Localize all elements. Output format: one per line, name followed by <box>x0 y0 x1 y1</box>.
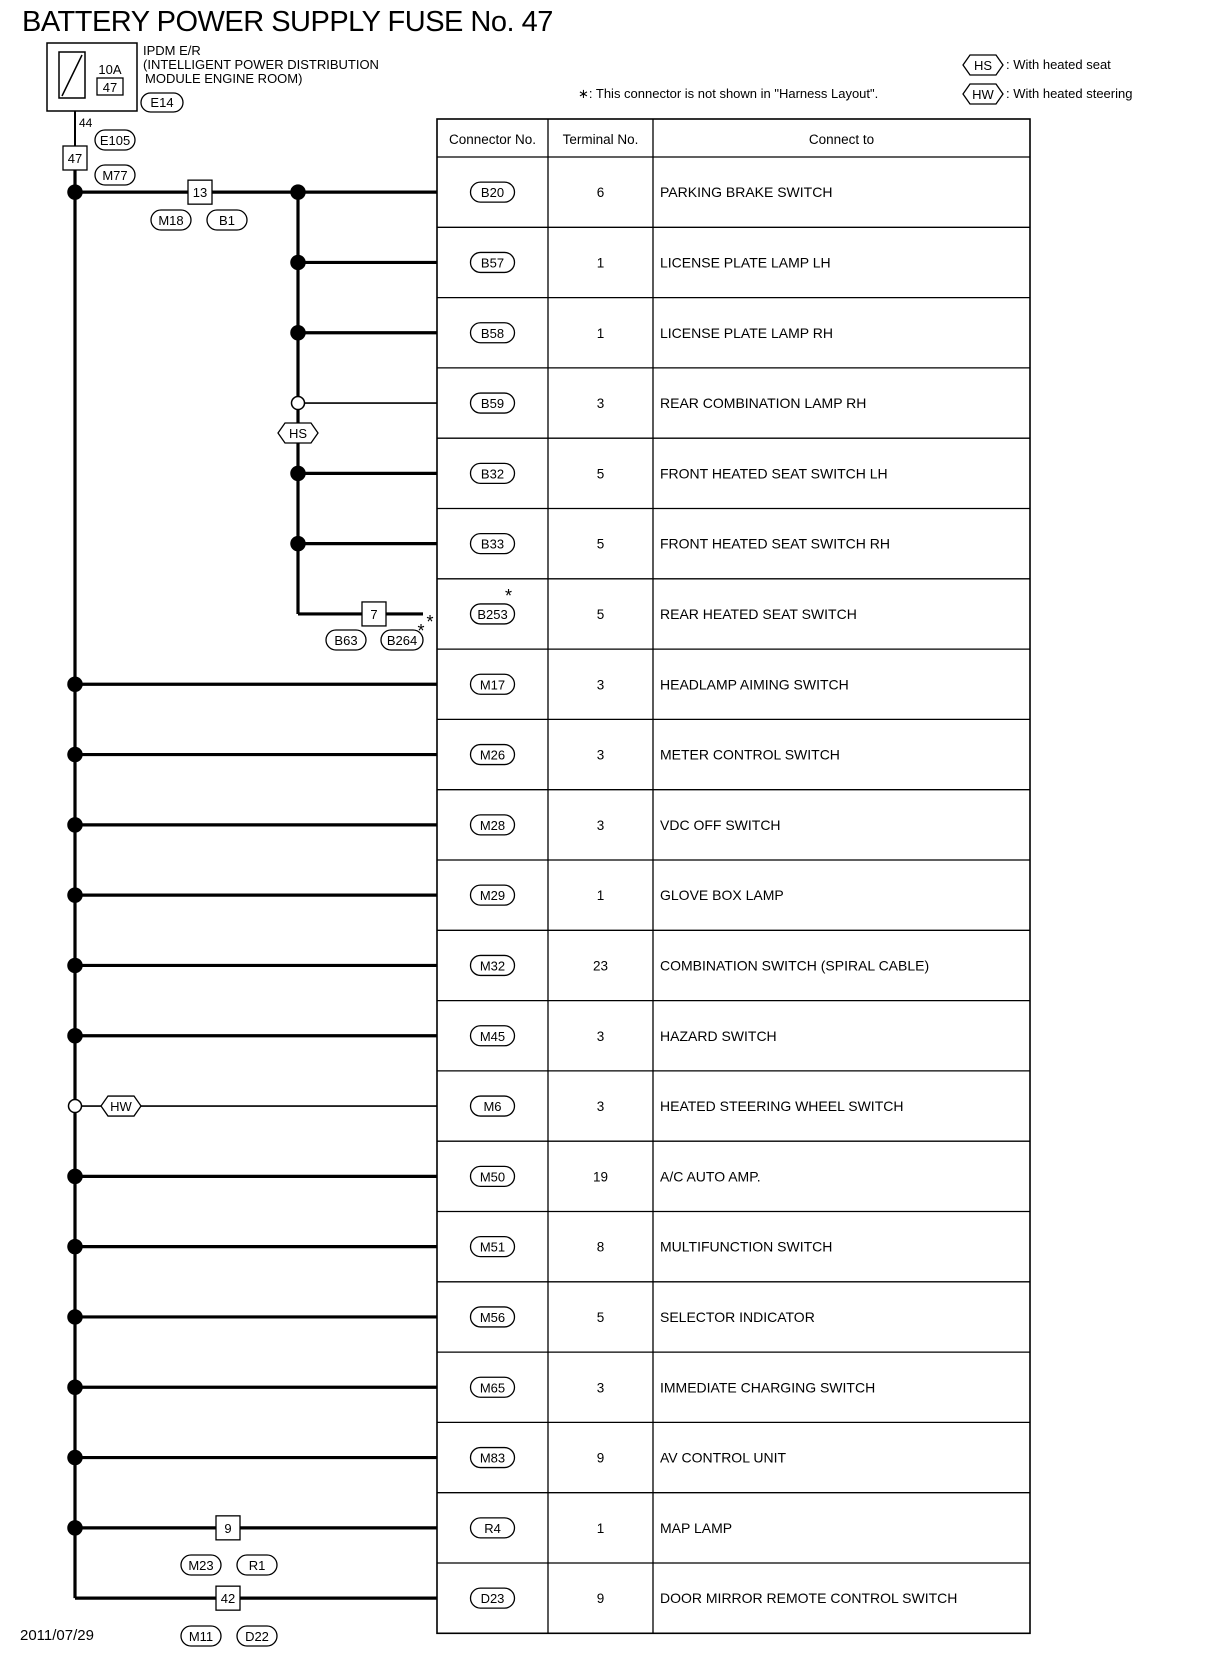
connect-to-label: COMBINATION SWITCH (SPIRAL CABLE) <box>660 957 930 974</box>
connector-B59: B59 <box>480 396 505 412</box>
connect-to-label: LICENSE PLATE LAMP RH <box>660 324 833 341</box>
legend-hs-tag: HS <box>973 58 993 73</box>
ipdm-name-line3: MODULE ENGINE ROOM) <box>145 71 303 86</box>
connector-star: * <box>504 585 513 606</box>
table-row <box>471 393 867 413</box>
junction-7-row-star: * <box>426 611 434 632</box>
ipdm-terminal: 44 <box>79 116 93 130</box>
splice-dot <box>68 1029 82 1043</box>
junction-42-connector-b: D22 <box>245 1629 269 1644</box>
junction-13-terminal: 13 <box>192 185 208 201</box>
table-row <box>471 885 784 905</box>
table-header-connector: Connector No. <box>448 132 537 147</box>
connector-B32: B32 <box>480 466 505 482</box>
ipdm-module <box>47 43 183 130</box>
connect-to-label: A/C AUTO AMP. <box>660 1168 761 1185</box>
connect-to-label: GLOVE BOX LAMP <box>660 887 784 904</box>
table-row <box>471 323 833 343</box>
fuse-rating: 10A <box>98 62 122 77</box>
terminal-number: 5 <box>596 466 605 482</box>
table-row <box>471 182 833 202</box>
splice-dot <box>291 466 305 480</box>
connector-D23: D23 <box>480 1591 505 1607</box>
table-row <box>471 1448 787 1468</box>
terminal-number: 1 <box>596 888 605 904</box>
connect-to-label: AV CONTROL UNIT <box>660 1449 787 1466</box>
table-row <box>471 1096 904 1116</box>
terminal-number: 1 <box>596 255 605 271</box>
junction-7-connector-b: B264 <box>386 633 418 648</box>
table-row <box>471 1518 733 1538</box>
diagram-hw-tag: HW <box>110 1099 132 1115</box>
terminal-number: 3 <box>596 747 605 763</box>
connect-to-label: IMMEDIATE CHARGING SWITCH <box>660 1379 876 1396</box>
legend-hw-tag: HW <box>972 87 994 102</box>
table-row <box>471 586 857 624</box>
table-row <box>471 463 888 483</box>
table-row <box>471 252 831 272</box>
table-row <box>471 1026 777 1046</box>
page-title: BATTERY POWER SUPPLY FUSE No. 47 <box>22 6 553 38</box>
connector-M83: M83 <box>479 1450 506 1466</box>
junction-top-connector-b: M77 <box>102 168 128 183</box>
terminal-number: 6 <box>596 185 605 201</box>
connect-to-label: LICENSE PLATE LAMP LH <box>660 254 831 271</box>
splice-dot <box>68 1521 82 1535</box>
connect-to-label: MAP LAMP <box>660 1519 733 1536</box>
connector-B58: B58 <box>480 325 505 341</box>
table-row <box>471 745 840 765</box>
junction-7-star: * <box>417 621 425 641</box>
terminal-number: 3 <box>596 1099 605 1115</box>
splice-dot <box>291 326 305 340</box>
splice-dot <box>68 1380 82 1394</box>
table-row <box>471 815 781 835</box>
connector-B253: B253 <box>477 606 508 622</box>
table-row <box>471 1377 876 1397</box>
splice-dot <box>68 185 82 199</box>
connector-M29: M29 <box>479 888 506 904</box>
connect-to-label: VDC OFF SWITCH <box>660 816 781 833</box>
connector-M56: M56 <box>479 1309 506 1325</box>
connect-to-label: SELECTOR INDICATOR <box>660 1308 815 1325</box>
splice-dot <box>291 537 305 551</box>
terminal-number: 3 <box>596 396 605 412</box>
junction-13-connector-a: M18 <box>158 213 184 228</box>
junction-7-connector-a: B63 <box>334 633 358 648</box>
splice-dot <box>291 185 305 199</box>
optional-splice <box>292 397 305 410</box>
terminal-number: 8 <box>596 1239 605 1255</box>
splice-dot <box>68 958 82 972</box>
table-row <box>471 1307 815 1327</box>
connector-M45: M45 <box>479 1028 506 1044</box>
junction-42-terminal: 42 <box>220 1591 236 1607</box>
junction-42-connector-a: M11 <box>188 1629 214 1644</box>
terminal-number: 19 <box>592 1169 609 1185</box>
table-header-terminal: Terminal No. <box>562 132 639 147</box>
terminal-number: 23 <box>592 958 609 974</box>
terminal-number: 3 <box>596 677 605 693</box>
connector-M50: M50 <box>479 1169 506 1185</box>
junction-9-terminal: 9 <box>224 1520 232 1536</box>
terminal-number: 5 <box>596 536 605 552</box>
terminal-number: 3 <box>596 1028 605 1044</box>
connect-to-label: HEADLAMP AIMING SWITCH <box>660 676 849 693</box>
connect-to-label: FRONT HEATED SEAT SWITCH LH <box>660 465 888 482</box>
footer-date: 2011/07/29 <box>20 1627 94 1644</box>
table-row <box>471 955 930 975</box>
junction-9-connector-a: M23 <box>188 1558 214 1573</box>
connect-to-label: HAZARD SWITCH <box>660 1027 777 1044</box>
connector-M28: M28 <box>479 817 506 833</box>
connect-to-label: METER CONTROL SWITCH <box>660 746 840 763</box>
splice-dot <box>68 1169 82 1183</box>
legend-hs-text: : With heated seat <box>1006 57 1111 72</box>
splice-dot <box>68 818 82 832</box>
terminal-number: 1 <box>596 325 605 341</box>
table-row <box>471 534 890 554</box>
optional-splice <box>69 1100 82 1113</box>
splice-dot <box>68 1451 82 1465</box>
connect-to-label: REAR COMBINATION LAMP RH <box>660 395 867 412</box>
table-row <box>471 1588 958 1608</box>
table-header-connect-to: Connect to <box>808 132 875 147</box>
splice-dot <box>68 677 82 691</box>
table-row <box>471 1166 761 1186</box>
junction-7-terminal: 7 <box>370 606 378 622</box>
table-frame <box>437 119 1030 1633</box>
connect-to-label: FRONT HEATED SEAT SWITCH RH <box>660 535 890 552</box>
terminal-number: 9 <box>596 1591 605 1607</box>
connector-B20: B20 <box>480 185 505 201</box>
diagram-hs-tag: HS <box>288 426 308 441</box>
table-row <box>471 674 849 694</box>
splice-dot <box>68 888 82 902</box>
connector-M26: M26 <box>479 747 506 763</box>
ipdm-name-line2: (INTELLIGENT POWER DISTRIBUTION <box>143 57 379 72</box>
table-row <box>471 1237 833 1257</box>
connector-B33: B33 <box>480 536 505 552</box>
junction-13-connector-b: B1 <box>219 213 235 228</box>
connect-to-label: PARKING BRAKE SWITCH <box>660 184 833 201</box>
terminal-number: 3 <box>596 817 605 833</box>
fuse-number: 47 <box>102 80 118 95</box>
connector-M32: M32 <box>479 958 506 974</box>
legend-hw-text: : With heated steering <box>1006 86 1133 101</box>
splice-dot <box>291 255 305 269</box>
connector-M17: M17 <box>479 677 506 693</box>
terminal-number: 5 <box>596 606 605 622</box>
junction-9-connector-b: R1 <box>248 1558 266 1573</box>
splice-dot <box>68 1310 82 1324</box>
connect-to-label: HEATED STEERING WHEEL SWITCH <box>660 1098 904 1115</box>
terminal-number: 9 <box>596 1450 605 1466</box>
terminal-number: 1 <box>596 1520 605 1536</box>
junction-top-terminal: 47 <box>67 151 83 166</box>
junction-top-connector-a: E105 <box>99 133 131 148</box>
ipdm-name-line1: IPDM E/R <box>143 43 201 58</box>
terminal-number: 5 <box>596 1309 605 1325</box>
connector-M65: M65 <box>479 1380 506 1396</box>
splice-dot <box>68 748 82 762</box>
connector-B57: B57 <box>480 255 505 271</box>
star-note: ∗: This connector is not shown in "Harness Layout". <box>578 86 879 101</box>
splice-dot <box>68 1240 82 1254</box>
connector-M6: M6 <box>483 1099 502 1115</box>
ipdm-connector: E14 <box>150 95 174 110</box>
connector-R4: R4 <box>484 1520 501 1536</box>
connect-to-label: DOOR MIRROR REMOTE CONTROL SWITCH <box>660 1590 958 1607</box>
terminal-number: 3 <box>596 1380 605 1396</box>
connector-M51: M51 <box>479 1239 506 1255</box>
connect-to-label: MULTIFUNCTION SWITCH <box>660 1238 833 1255</box>
connect-to-label: REAR HEATED SEAT SWITCH <box>660 605 857 622</box>
